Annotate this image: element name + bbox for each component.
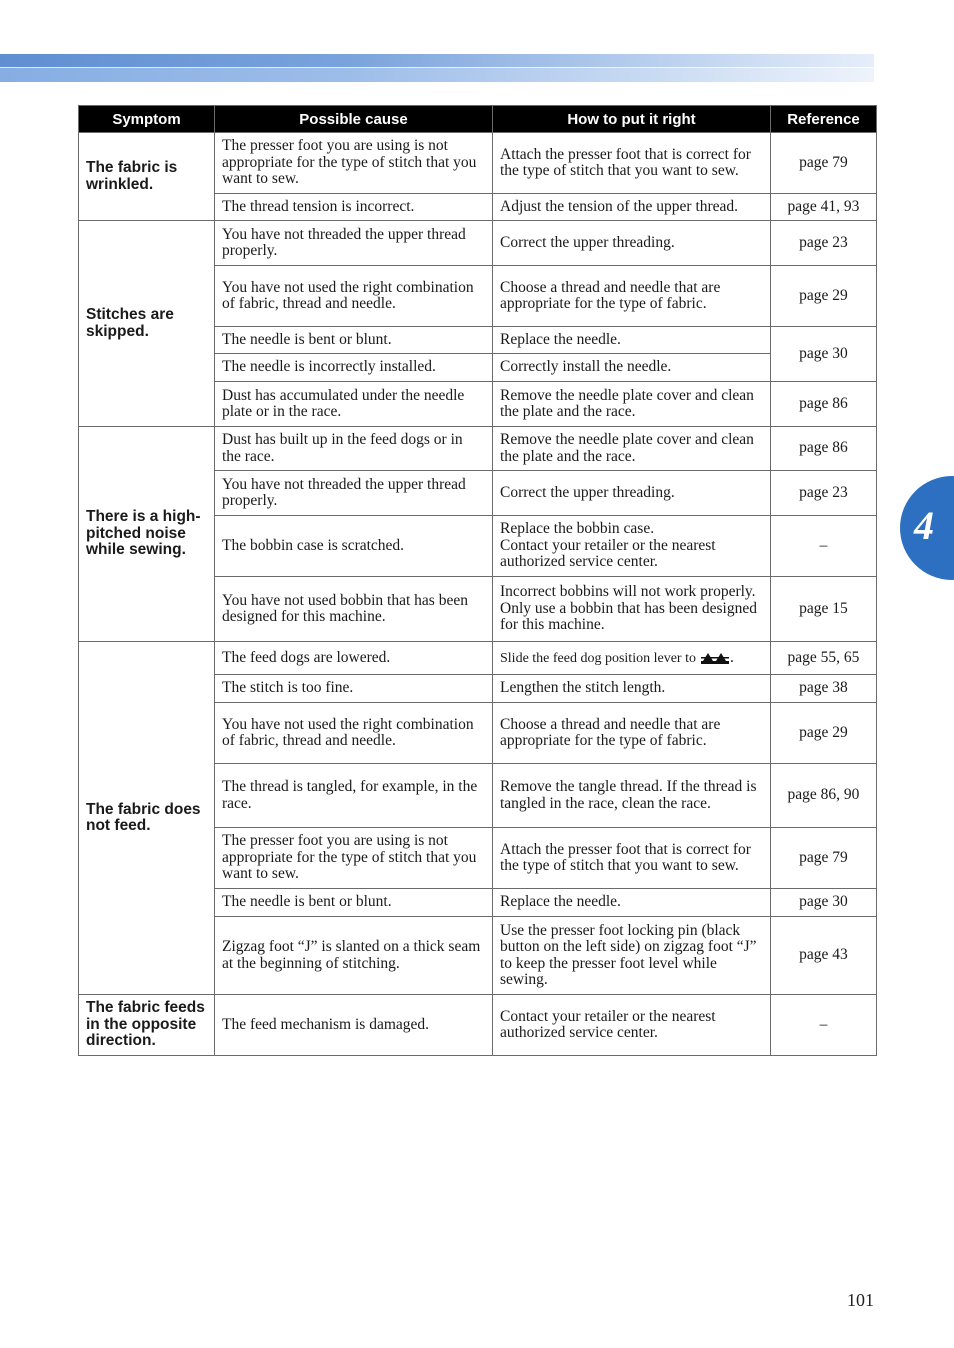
reference-cell: page 43 — [771, 917, 877, 995]
symptom-cell: The fabric feeds in the opposite direction. — [79, 995, 215, 1056]
fix-cell — [493, 642, 771, 675]
fix-cell: Choose a thread and needle that are appropriate for the type of fabric. — [493, 266, 771, 327]
cause-cell: You have not threaded the upper thread properly. — [215, 471, 493, 516]
cause-cell: The bobbin case is scratched. — [215, 516, 493, 577]
symptom-cell: The fabric is wrinkled. — [79, 133, 215, 221]
column-header: How to put it right — [493, 106, 771, 133]
feed-dog-raised-icon — [700, 649, 730, 665]
reference-cell: page 29 — [771, 266, 877, 327]
column-header: Symptom — [79, 106, 215, 133]
cause-cell: The presser foot you are using is not appropriate for the type of stitch that you want to sew. — [215, 828, 493, 889]
fix-line: Contact your retailer or the nearest authorized service center. — [500, 536, 716, 571]
reference-cell: – — [771, 516, 877, 577]
fix-cell: Replace the needle. — [493, 889, 771, 917]
fix-cell: Attach the presser foot that is correct for the type of stitch that you want to sew. — [493, 133, 771, 194]
cause-cell: You have not used the right combination of fabric, thread and needle. — [215, 266, 493, 327]
fix-cell: Use the presser foot locking pin (black button on the left side) on zigzag foot “J” to keep the presser foot level while sewing. — [493, 917, 771, 995]
cause-cell: The presser foot you are using is not appropriate for the type of stitch that you want to sew. — [215, 133, 493, 194]
fix-cell: Choose a thread and needle that are appropriate for the type of fabric. — [493, 703, 771, 764]
fix-cell: Remove the tangle thread. If the thread is tangled in the race, clean the race. — [493, 764, 771, 828]
header-band — [0, 54, 874, 82]
troubleshooting-table — [78, 105, 877, 1056]
fix-cell: Correctly install the needle. — [493, 354, 771, 382]
header-band-top — [0, 54, 874, 68]
reference-cell: page 15 — [771, 577, 877, 642]
reference-cell: page 41, 93 — [771, 194, 877, 221]
reference-cell: page 79 — [771, 828, 877, 889]
table-row — [79, 642, 877, 675]
fix-cell: Lengthen the stitch length. — [493, 675, 771, 703]
reference-cell: page 30 — [771, 327, 877, 382]
reference-cell: page 38 — [771, 675, 877, 703]
reference-cell: page 86, 90 — [771, 764, 877, 828]
table-header-row — [79, 106, 877, 133]
symptom-cell: There is a high-pitched noise while sewing. — [79, 427, 215, 642]
table-row — [79, 427, 877, 471]
fix-cell: Correct the upper threading. — [493, 221, 771, 266]
fix-cell: Contact your retailer or the nearest authorized service center. — [493, 995, 771, 1056]
symptom-cell: Stitches are skipped. — [79, 221, 215, 427]
table-row — [79, 133, 877, 194]
reference-cell: page 23 — [771, 471, 877, 516]
table-row — [79, 221, 877, 266]
column-header: Reference — [771, 106, 877, 133]
fix-text: Slide the feed dog position lever to — [500, 650, 696, 666]
cause-cell: The needle is incorrectly installed. — [215, 354, 493, 382]
reference-cell: – — [771, 995, 877, 1056]
cause-cell: Dust has accumulated under the needle plate or in the race. — [215, 382, 493, 427]
cause-cell: The feed dogs are lowered. — [215, 642, 493, 675]
fix-cell: Incorrect bobbins will not work properly. Only use a bobbin that has been designed for this machine. — [493, 577, 771, 642]
cause-cell: The feed mechanism is damaged. — [215, 995, 493, 1056]
cause-cell: You have not threaded the upper thread properly. — [215, 221, 493, 266]
cause-cell: Dust has built up in the feed dogs or in the race. — [215, 427, 493, 471]
reference-cell: page 86 — [771, 382, 877, 427]
table-row — [79, 995, 877, 1056]
fix-line: Replace the bobbin case. — [500, 520, 655, 538]
reference-cell: page 86 — [771, 427, 877, 471]
cause-cell: The needle is bent or blunt. — [215, 889, 493, 917]
chapter-tab — [900, 476, 954, 580]
fix-cell: Correct the upper threading. — [493, 471, 771, 516]
fix-cell: Attach the presser foot that is correct for the type of stitch that you want to sew. — [493, 828, 771, 889]
reference-cell: page 23 — [771, 221, 877, 266]
reference-cell: page 29 — [771, 703, 877, 764]
cause-cell: Zigzag foot “J” is slanted on a thick seam at the beginning of stitching. — [215, 917, 493, 995]
symptom-cell: The fabric does not feed. — [79, 642, 215, 995]
fix-suffix: . — [729, 648, 734, 666]
cause-cell: You have not used the right combination of fabric, thread and needle. — [215, 703, 493, 764]
page-number: 101 — [847, 1290, 874, 1310]
reference-cell: page 79 — [771, 133, 877, 194]
reference-cell: page 30 — [771, 889, 877, 917]
fix-cell: Adjust the tension of the upper thread. — [493, 194, 771, 221]
chapter-number: 4 — [914, 503, 934, 548]
reference-cell: page 55, 65 — [771, 642, 877, 675]
fix-cell: Remove the needle plate cover and clean the plate and the race. — [493, 382, 771, 427]
cause-cell: The thread tension is incorrect. — [215, 194, 493, 221]
header-band-bottom — [0, 68, 874, 82]
fix-cell: Remove the needle plate cover and clean the plate and the race. — [493, 427, 771, 471]
cause-cell: The thread is tangled, for example, in the race. — [215, 764, 493, 828]
cause-cell: The stitch is too fine. — [215, 675, 493, 703]
cause-cell: The needle is bent or blunt. — [215, 327, 493, 354]
fix-cell — [493, 516, 771, 577]
column-header: Possible cause — [215, 106, 493, 133]
cause-cell: You have not used bobbin that has been designed for this machine. — [215, 577, 493, 642]
fix-cell: Replace the needle. — [493, 327, 771, 354]
